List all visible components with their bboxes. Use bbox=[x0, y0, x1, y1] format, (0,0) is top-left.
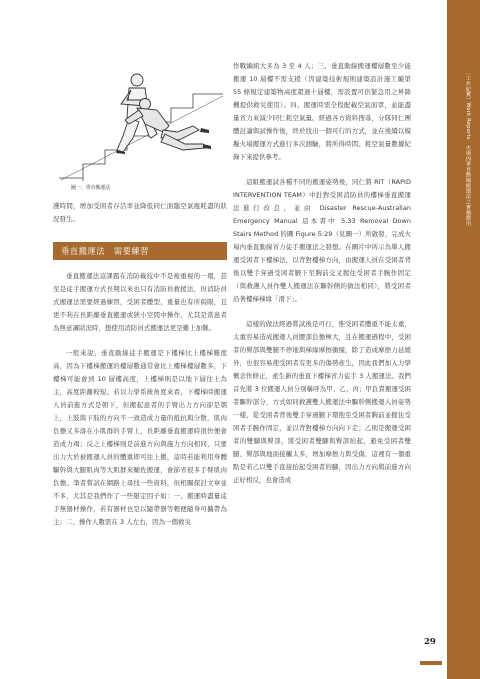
right-column bbox=[233, 60, 411, 487]
left-paragraph-2: 垂直搬運法這課題在消防載技中不是被重視的一環，甚至是徒手搬運方式長期以來也只有消防員救援法，但消防員式搬運法需要經過練習，受困者體型、重量也有所侷限，且更不利在長距離垂直搬運或狹小空間中操作，尤其是當患者為無意識狀況時，想使用消防員式搬運法更是難上加難。 bbox=[53, 272, 227, 332]
right-paragraph-1: 作戰編組大多為 3 至 4 人；三、垂直動線搬運樓層數至少能搬運 10 層樓不需支援（因建築技術規則建築設計施工編第 55 條規定建築物高度超過十層樓，需設置可供緊急用之昇降機提供救災使用）。四、搬運時需全程配載空氣面罩，並能盡量省力來減少同仁耗空氣量。經過各方資料搜尋，分隊同仁團體討論與試操作後，終於找出一個可行的方式，並在後續以模擬火場搬運方式進行多次測驗，將所得時間、耗空氣量數據紀錄下來提供參考。 bbox=[233, 62, 411, 161]
section-heading: 垂直搬運法 需要練習 bbox=[53, 242, 227, 260]
right-paragraph-3: 這樣的做法經過嘗試後是可行，惟受困者體重不能太重，太重容易造成搬運人員腰部負擔極大，且在搬運過程中，受困者的臀部與雙腿不停地與梯緣摩擦衝撞，除了造成摩擦力延緩外，也很容易使受困者有更多的傷勢產生，因此我們加入力學概念作修正，產生新的垂直下樓梯省力徒手 3 人搬運法。我們首先將 3 位搬運人員分別稱呼為甲、乙、丙；甲負責搬運受困者驅幹部分，方式如同救護雙人搬運法中驅幹側搬運人員姿勢一樣，從受困者背後雙手穿過腋下環抱至受困者胸前並握住受困者手腕作固定，並以背對樓梯方向向下走；乙則是搬運受困者的雙腳與臀部，將受困者雙腳與臀部抬起，避免受困者雙腿、臀部與地面接觸太多，增加摩擦力與受傷，這裡有一個重點是若乙以雙手直接抬起受困者的腳，因出力方向與前進方向正好相反，也會造成 bbox=[233, 320, 411, 484]
left-column bbox=[53, 60, 227, 529]
left-paragraph-1: 護時間，增加受困者存活率並降低同仁面臨空氣瓶耗盡的狀況發生。 bbox=[53, 202, 227, 223]
page-ornament-icon bbox=[420, 660, 442, 666]
right-paragraph-2: 這組搬運試各種不同的搬運姿勢後，同仁將 RIT（RAPID INTERVENTION TEAM）中針對受困消防員的樓梯垂直搬運法進行改良，並由 Disaster Rescue-Australian Emergency Manual 這本書中 5.33 Removal Down Stairs Method 的圖 Figure 5:29（見圖一）所啟發，完成火場內垂直動線省力徒手搬運法之發想。在圖片中所示為單人搬運受困者下樓梯法，以背對樓梯方向，由搬運人員在受困者背後以雙手穿過受困者腋下至胸前交叉握住受困者手腕作固定（與救護人員作雙人搬運法在驅幹側的做法相同），將受困者沿著樓梯梯緣「滑下」。 bbox=[233, 178, 411, 303]
figure-caption: 圖一、垂直搬運法 bbox=[71, 185, 111, 191]
stair-carry-illustration bbox=[53, 60, 227, 182]
sidebar-section-label: 〔工作紀實〕Work Reports 火場內垂直動線搬運法之實務應用 bbox=[465, 70, 471, 226]
left-paragraph-3: 一般來說，垂直動線徒手搬運是下樓梯比上樓梯難度高，因為下樓梯搬運的樓層數通常會比上樓梯樓層數多，下樓梯可能會到 10 層樓高度，上樓梯則是以地下層往上為主，高度距離較短。若以力學系統角度來看，下樓梯時搬運人員前進方式是朝下，但搬起患者的手臂出力方向卻是朝上，上肢與下肢的方向不一致造成力量的抵抗與分散，肌肉負擔又多落在小肌群的手臂上，長距離垂直搬運時很快便會造成力竭；反之上樓梯則是前進方向與施力方向相同，只要出力大於被搬運人員的體重即可往上搬，這時若能利用身體驅幹與大腿肌肉等大肌群來輔佐搬運，會節省很多手臂肌肉負擔。筆者嘗試在網路上尋找一些資料，但相關探討文章並不多，尤其是我們作了一些限定因子如：一、搬運時盡量徒手無器材操作，若有器材也是以隨帶器等輕便隨身可攜帶為主；二、操作人數需在 3 人左右，因為一個救災 bbox=[53, 349, 227, 526]
page-number: 29 bbox=[424, 637, 436, 647]
figure-stair-carry bbox=[53, 60, 227, 196]
